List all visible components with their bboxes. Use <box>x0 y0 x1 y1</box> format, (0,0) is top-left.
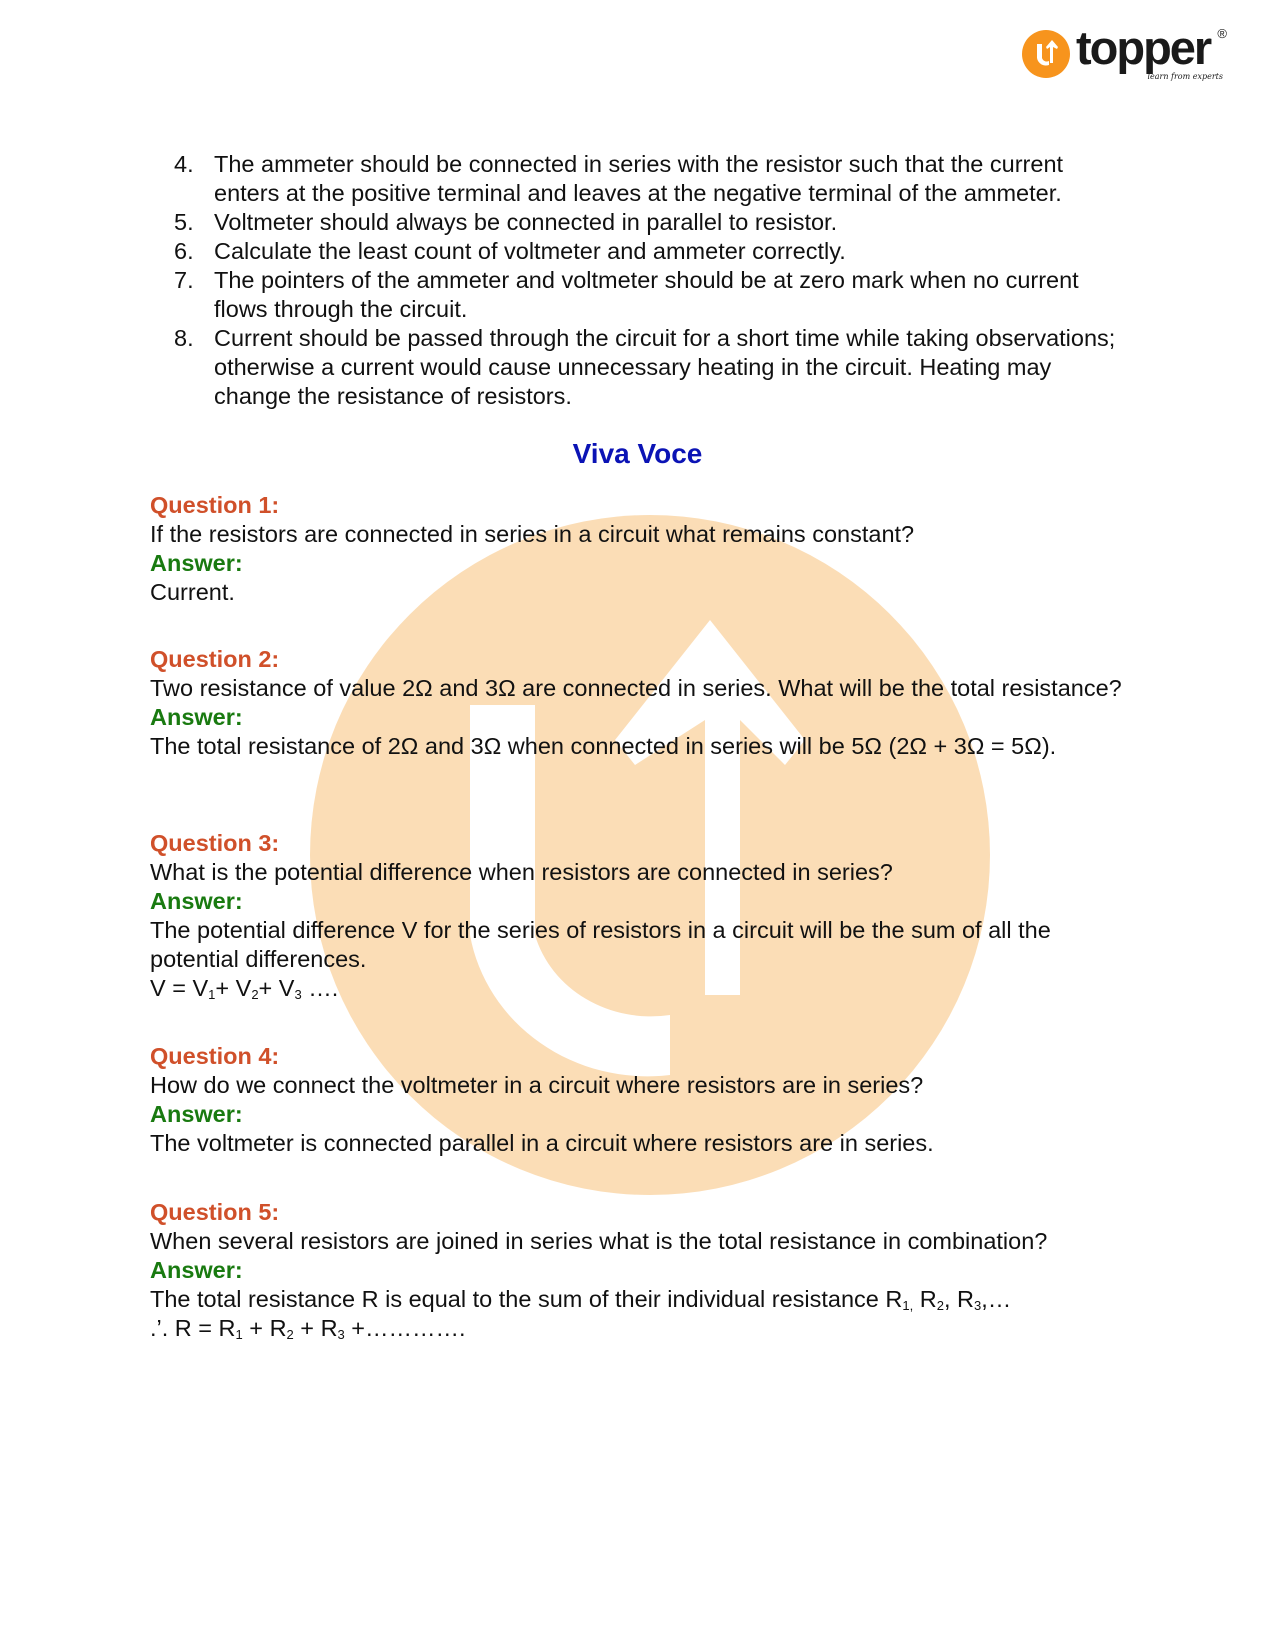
formula-part: .’. R = R <box>150 1315 236 1341</box>
list-item <box>174 237 1124 266</box>
question-label: Question 1: <box>150 492 280 518</box>
answer-subscript: 3 <box>973 1298 982 1313</box>
answer-label: Answer: <box>150 550 243 576</box>
answer-part: R <box>913 1286 937 1312</box>
list-text: The ammeter should be connected in series with the resistor such that the current enters at the positive terminal and leaves at the negative terminal of the ammeter. <box>214 151 1064 206</box>
list-text: The pointers of the ammeter and voltmeter should be at zero mark when no current flows through the circuit. <box>214 267 1079 322</box>
list-item <box>174 266 1124 324</box>
formula-subscript: 1 <box>208 987 216 1002</box>
brand-logo <box>1022 21 1227 88</box>
formula <box>150 1314 1140 1343</box>
formula-subscript: 2 <box>251 987 259 1002</box>
list-number: 8. <box>174 325 194 351</box>
list-item <box>174 150 1124 208</box>
brand-tagline: learn from experts <box>1147 72 1223 81</box>
list-text: Voltmeter should always be connected in parallel to resistor. <box>214 209 838 235</box>
brand-name: topper <box>1076 21 1211 74</box>
answer-label: Answer: <box>150 888 243 914</box>
answer-text: The potential difference V for the series of resistors in a circuit will be the sum of all the potential differences. <box>150 917 1051 972</box>
answer-subscript: 1, <box>902 1298 914 1313</box>
formula-part: V = V <box>150 975 209 1001</box>
formula-part: +…………. <box>344 1315 466 1341</box>
answer-subscript: 2 <box>936 1298 944 1313</box>
answer-text: The voltmeter is connected parallel in a circuit where resistors are in series. <box>150 1130 934 1156</box>
list-number: 7. <box>174 267 194 293</box>
qa-block-5 <box>150 1198 1140 1343</box>
registered-mark: ® <box>1217 26 1227 41</box>
answer-label: Answer: <box>150 1257 243 1283</box>
list-item <box>174 208 1124 237</box>
answer-part: ,… <box>981 1286 1012 1312</box>
question-text: Two resistance of value 2Ω and 3Ω are connected in series. What will be the total resistance? <box>150 675 1122 701</box>
question-label: Question 3: <box>150 830 280 856</box>
list-item <box>174 324 1124 411</box>
list-number: 5. <box>174 209 194 235</box>
formula-part: + R <box>242 1315 287 1341</box>
formula-subscript: 3 <box>337 1327 345 1342</box>
question-text: When several resistors are joined in series what is the total resistance in combination? <box>150 1228 1048 1254</box>
formula-part: + V <box>215 975 252 1001</box>
question-label: Question 5: <box>150 1199 280 1225</box>
question-text: If the resistors are connected in series in a circuit what remains constant? <box>150 521 915 547</box>
formula-subscript: 1 <box>235 1327 243 1342</box>
list-number: 4. <box>174 151 194 177</box>
qa-block-3 <box>150 829 1140 1003</box>
precautions-list <box>174 150 1124 411</box>
answer-text: Current. <box>150 579 235 605</box>
question-label: Question 4: <box>150 1043 280 1069</box>
formula-part: …. <box>301 975 339 1001</box>
formula-subscript: 2 <box>286 1327 294 1342</box>
topper-logo-icon <box>1022 30 1070 78</box>
section-title: Viva Voce <box>572 438 703 469</box>
answer-part: The total resistance R is equal to the sum of their individual resistance R <box>150 1286 903 1312</box>
answer-label: Answer: <box>150 704 243 730</box>
qa-block-2 <box>150 645 1140 761</box>
question-text: How do we connect the voltmeter in a circuit where resistors are in series? <box>150 1072 924 1098</box>
answer-label: Answer: <box>150 1101 243 1127</box>
list-text: Current should be passed through the circuit for a short time while taking observations; otherwise a current would cause unnecessary heating in the circuit. Heating may change the resistance of resistors. <box>214 325 1116 409</box>
question-text: What is the potential difference when resistors are connected in series? <box>150 859 893 885</box>
formula-part: + V <box>258 975 295 1001</box>
answer-part: , R <box>943 1286 974 1312</box>
formula <box>150 974 1140 1003</box>
list-text: Calculate the least count of voltmeter and ammeter correctly. <box>214 238 846 264</box>
formula-part: + R <box>293 1315 338 1341</box>
answer-text: The total resistance of 2Ω and 3Ω when connected in series will be 5Ω (2Ω + 3Ω = 5Ω). <box>150 733 1057 759</box>
list-number: 6. <box>174 238 194 264</box>
answer-text <box>150 1285 1140 1314</box>
question-label: Question 2: <box>150 646 280 672</box>
qa-block-4 <box>150 1042 1140 1158</box>
formula-subscript: 3 <box>294 987 302 1002</box>
qa-block-1 <box>150 491 1140 607</box>
